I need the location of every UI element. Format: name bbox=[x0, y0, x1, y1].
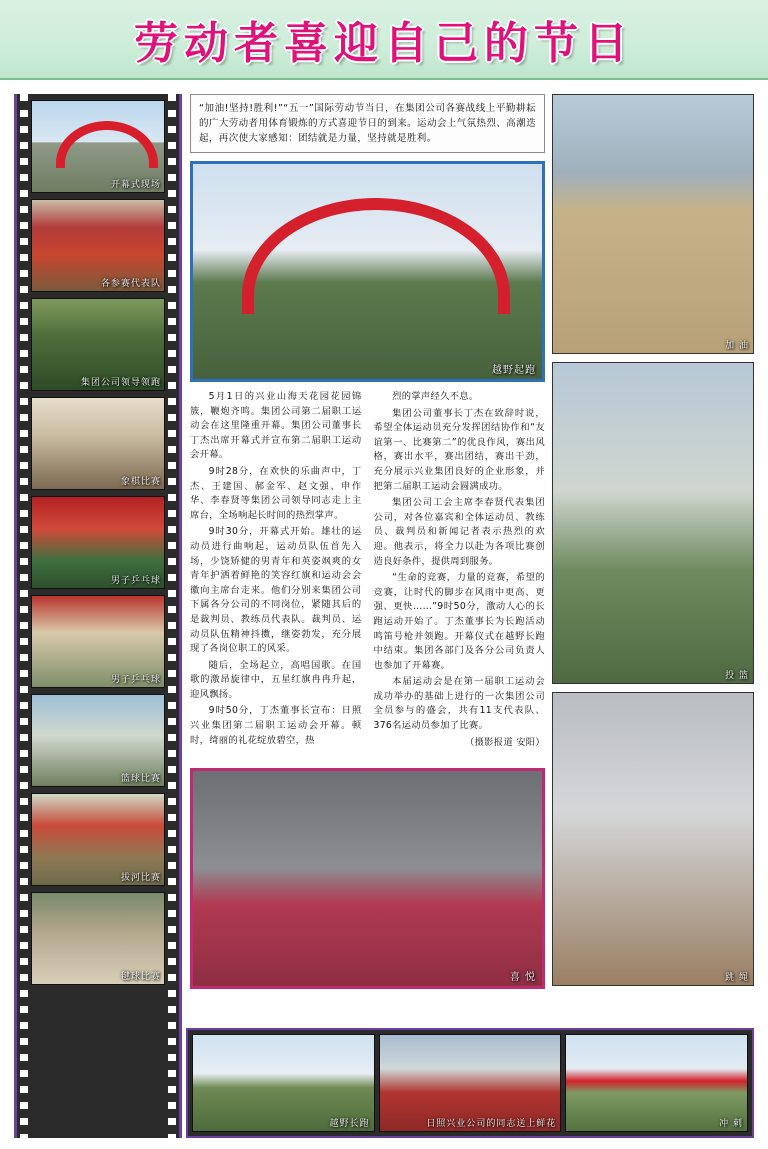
film-photo-item bbox=[31, 100, 165, 193]
basketball-layup-photo bbox=[552, 362, 754, 684]
awards-ceremony-image bbox=[193, 771, 542, 986]
film-photo-item bbox=[31, 595, 165, 688]
photo-caption: 篮球比赛 bbox=[120, 774, 161, 784]
cross-country-start-image bbox=[193, 164, 542, 379]
page-footer-spacer bbox=[0, 1139, 768, 1149]
paragraph: 集团公司工会主席李春贤代表集团公司，对各位嘉宾和全体运动员、教练员、裁判员和新闻记者表示热烈的欢迎。他表示，将全力以赴为各项比赛创造良好条件，提供周到服务。 bbox=[373, 497, 545, 567]
photo-caption: 象棋比赛 bbox=[120, 477, 161, 487]
article-byline: （摄影报道 安阳） bbox=[464, 736, 545, 748]
photo-caption: 男子乒乓球 bbox=[110, 675, 161, 685]
photo-caption: 越野起跑 bbox=[492, 365, 536, 376]
main-article-column bbox=[190, 94, 545, 1034]
film-photo-item bbox=[31, 397, 165, 490]
tug-of-war-cheer-image bbox=[553, 95, 753, 353]
photo-caption: 日照兴业公司的同志送上鲜花 bbox=[426, 1119, 557, 1129]
article-body bbox=[190, 390, 545, 760]
paragraph: 9时50分，丁杰董事长宣布：日照兴业集团第二届职工运动会开幕。顿时，绮丽的礼花绽放碧空，热 bbox=[190, 705, 362, 746]
page-header bbox=[0, 0, 768, 80]
article-left-column bbox=[190, 390, 362, 760]
paragraph: 9时28分，在欢快的乐曲声中，丁杰、王建国、郝金军、赵文强、申作华、李春贤等集团公司领导同志走上主席台，全场响起长时间的热烈掌声。 bbox=[190, 465, 362, 521]
cross-country-long-run-photo bbox=[192, 1034, 375, 1132]
photo-caption: 男子乒乓球 bbox=[110, 576, 161, 586]
paragraph: 烈的掌声经久不息。 bbox=[392, 391, 479, 402]
left-photo-filmstrip bbox=[14, 94, 182, 1138]
paragraph: 5月1日的兴业山海天花园花园锦簇，鞭炮齐鸣。集团公司第二届职工运动会在这里隆重开幕。集团公司董事长丁杰出席开幕式并宣布第二届职工运动会开幕。 bbox=[190, 391, 362, 461]
film-photo-item bbox=[31, 496, 165, 589]
photo-caption: 各参赛代表队 bbox=[100, 279, 161, 289]
paragraph: 随后，全场起立，高唱国歌。在国歌的激昂旋律中，五星红旗冉冉升起，迎风飘扬。 bbox=[190, 659, 362, 700]
photo-caption: 跳 绳 bbox=[725, 973, 749, 983]
rope-skipping-image bbox=[553, 693, 753, 985]
awards-ceremony-photo bbox=[190, 768, 545, 989]
tug-of-war-cheer-photo bbox=[552, 94, 754, 354]
film-photo-item bbox=[31, 199, 165, 292]
film-photo-item bbox=[31, 892, 165, 985]
film-sprockets-right-icon bbox=[168, 94, 176, 1138]
photo-caption: 冲 刺 bbox=[719, 1119, 744, 1129]
photo-caption: 开幕式现场 bbox=[110, 180, 161, 190]
photo-caption: 越野长跑 bbox=[329, 1119, 370, 1129]
photo-caption: 集团公司领导领跑 bbox=[80, 378, 161, 388]
film-sprockets-left-icon bbox=[20, 94, 28, 1138]
photo-caption: 拔河比赛 bbox=[120, 873, 161, 883]
paragraph: 本届运动会是在第一届职工运动会成功举办的基础上进行的一次集团公司全员参与的盛会，共有11支代表队、376名运动员参加了比赛。 bbox=[373, 676, 545, 732]
film-photo-item bbox=[31, 298, 165, 391]
article-right-column bbox=[374, 390, 546, 760]
photo-caption: 加 油 bbox=[725, 341, 749, 351]
photo-caption: 投 篮 bbox=[725, 671, 749, 681]
bottom-photo-strip bbox=[186, 1028, 754, 1138]
lead-paragraph: “加油!坚持!胜利!”“五一”国际劳动节当日，在集团公司各赛战线上平勤耕耘的广大劳动者用体育锻炼的方式喜迎节日的到来。运动会上气氛热烈、高潮迭起，再次使大家感知：团结就是力量，坚持就是胜利。 bbox=[190, 94, 545, 153]
page-title: 劳动者喜迎自己的节日 bbox=[134, 18, 634, 69]
cross-country-start-photo bbox=[190, 161, 545, 382]
sprint-finish-photo bbox=[565, 1034, 748, 1132]
paragraph: 9时30分，开幕式开始。雄壮的运动员进行曲响起，运动员队伍首先入场，少饶矫健的男青年和英姿飒爽的女青年护洒着鲜艳的笑容红旗和运动会会徽向主席台走来。他们分别来集团公司下属各分公司的不同岗位，紧随其后的是裁判员、教练员代表队。裁判员、运动员队伍精神抖擞，继姿勃发，充分展现了各岗位职工的风采。 bbox=[190, 526, 362, 655]
photo-caption: 喜 悦 bbox=[509, 972, 536, 983]
film-photo-item bbox=[31, 793, 165, 886]
paragraph: “生命的竞赛，力量的竞赛，希望的竞赛，让时代的脚步在风雨中更高、更强、更快……”9时50分，激动人心的长跑运动开始了。丁杰董事长为长跑活动鸣笛号枪并领跑。开幕仪式在越野长跑中结束。集团各部门及各分公司负责人也参加了开幕赛。 bbox=[373, 572, 545, 671]
photo-caption: 毽球比赛 bbox=[120, 972, 161, 982]
rope-skipping-photo bbox=[552, 692, 754, 986]
basketball-layup-image bbox=[553, 363, 753, 683]
paragraph: 集团公司董事长丁杰在致辞时说，希望全体运动员充分发挥团结协作和“友谊第一、比赛第二”的优良作风，赛出风格，赛出水平，赛出团结，赛出干劲，充分展示兴业集团良好的企业形象，并把第二届职工运动会圆满成功。 bbox=[373, 407, 545, 492]
film-photo-item bbox=[31, 694, 165, 787]
right-photo-column bbox=[552, 94, 754, 994]
flower-presentation-photo bbox=[379, 1034, 562, 1132]
